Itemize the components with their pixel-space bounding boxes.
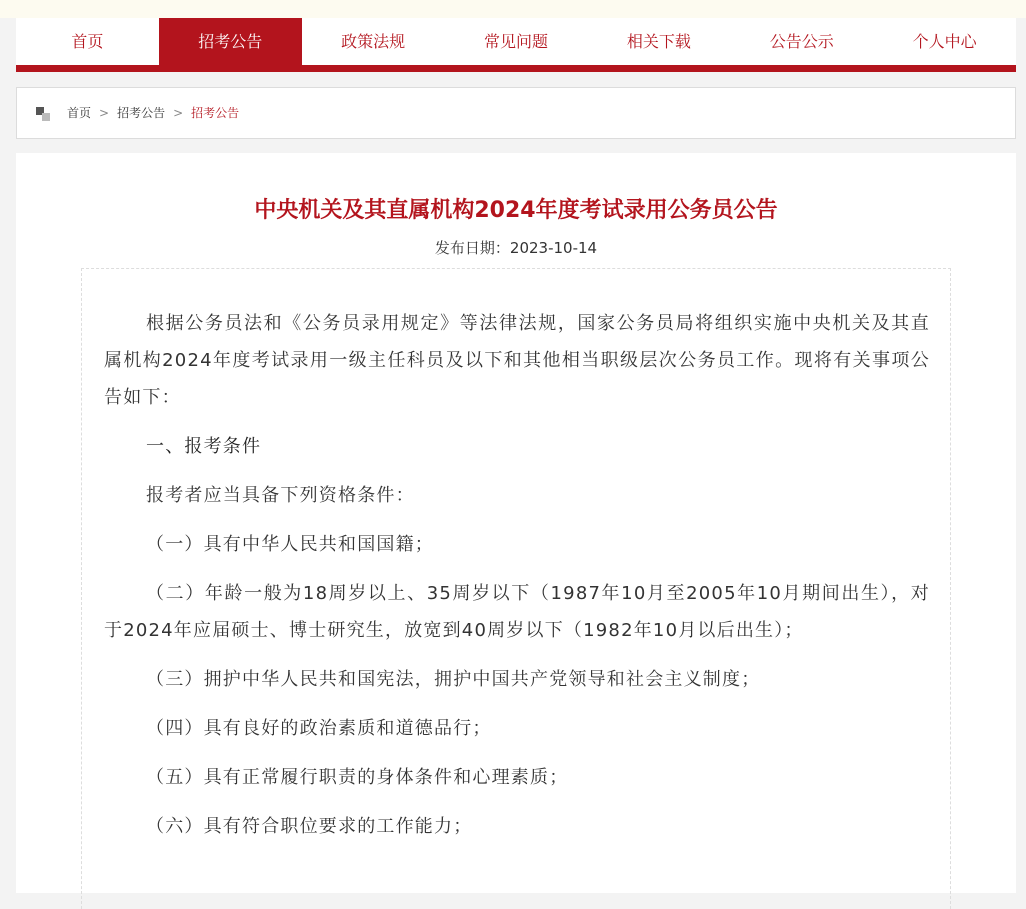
article-paragraph: （五）具有正常履行职责的身体条件和心理素质； [146,767,569,788]
article-paragraph: 根据公务员法和《公务员录用规定》等法律法规，国家公务员局将组织实施中央机关及其直属机构2024年度考试录用一级主任科员及以下和其他相当职级层次公务员工作。现将有关事项公告如下： [104,313,930,408]
section-heading: 一、报考条件 [146,436,262,457]
article-panel [16,153,1016,893]
publish-date: 发布日期：2023-10-14 [434,239,598,257]
nav-item-downloads[interactable]: 相关下载 [626,32,691,51]
nav-item-policies[interactable]: 政策法规 [341,32,406,51]
home-icon [36,107,50,121]
nav-item-announcements[interactable]: 招考公告 [159,18,302,65]
nav-item-notices[interactable]: 公告公示 [769,32,834,51]
nav-bar [16,18,1016,65]
nav-item-faq[interactable]: 常见问题 [484,32,549,51]
article-title: 中央机关及其直属机构2024年度考试录用公务员公告 [254,198,778,223]
article-paragraph: （三）拥护中华人民共和国宪法，拥护中国共产党领导和社会主义制度； [146,669,761,690]
article-paragraph: （一）具有中华人民共和国国籍； [146,534,434,555]
top-strip [0,0,1026,18]
breadcrumb-item-current: 招考公告 [191,106,240,120]
article-paragraph: （四）具有良好的政治素质和道德品行； [146,718,492,739]
breadcrumb-item-home[interactable]: 首页 [67,106,92,120]
nav-item-personal-center[interactable]: 个人中心 [912,32,977,51]
article-paragraph: （六）具有符合职位要求的工作能力； [146,816,473,837]
article-paragraph: （二）年龄一般为18周岁以上、35周岁以下（1987年10月至2005年10月期间出生），对于2024年应届硕士、博士研究生，放宽到40周岁以下（1982年10月以后出生）； [104,583,930,641]
breadcrumb-separator: > [99,106,110,120]
main-nav [16,18,1016,72]
nav-underline-bar [16,65,1016,72]
article-body-box [81,268,951,909]
article-paragraph: 报考者应当具备下列资格条件： [146,485,415,506]
breadcrumb [16,87,1016,139]
breadcrumb-trail [67,88,239,138]
breadcrumb-item-announcements[interactable]: 招考公告 [117,106,166,120]
article-body [104,305,930,857]
breadcrumb-separator: > [173,106,184,120]
nav-item-home[interactable]: 首页 [71,32,104,51]
